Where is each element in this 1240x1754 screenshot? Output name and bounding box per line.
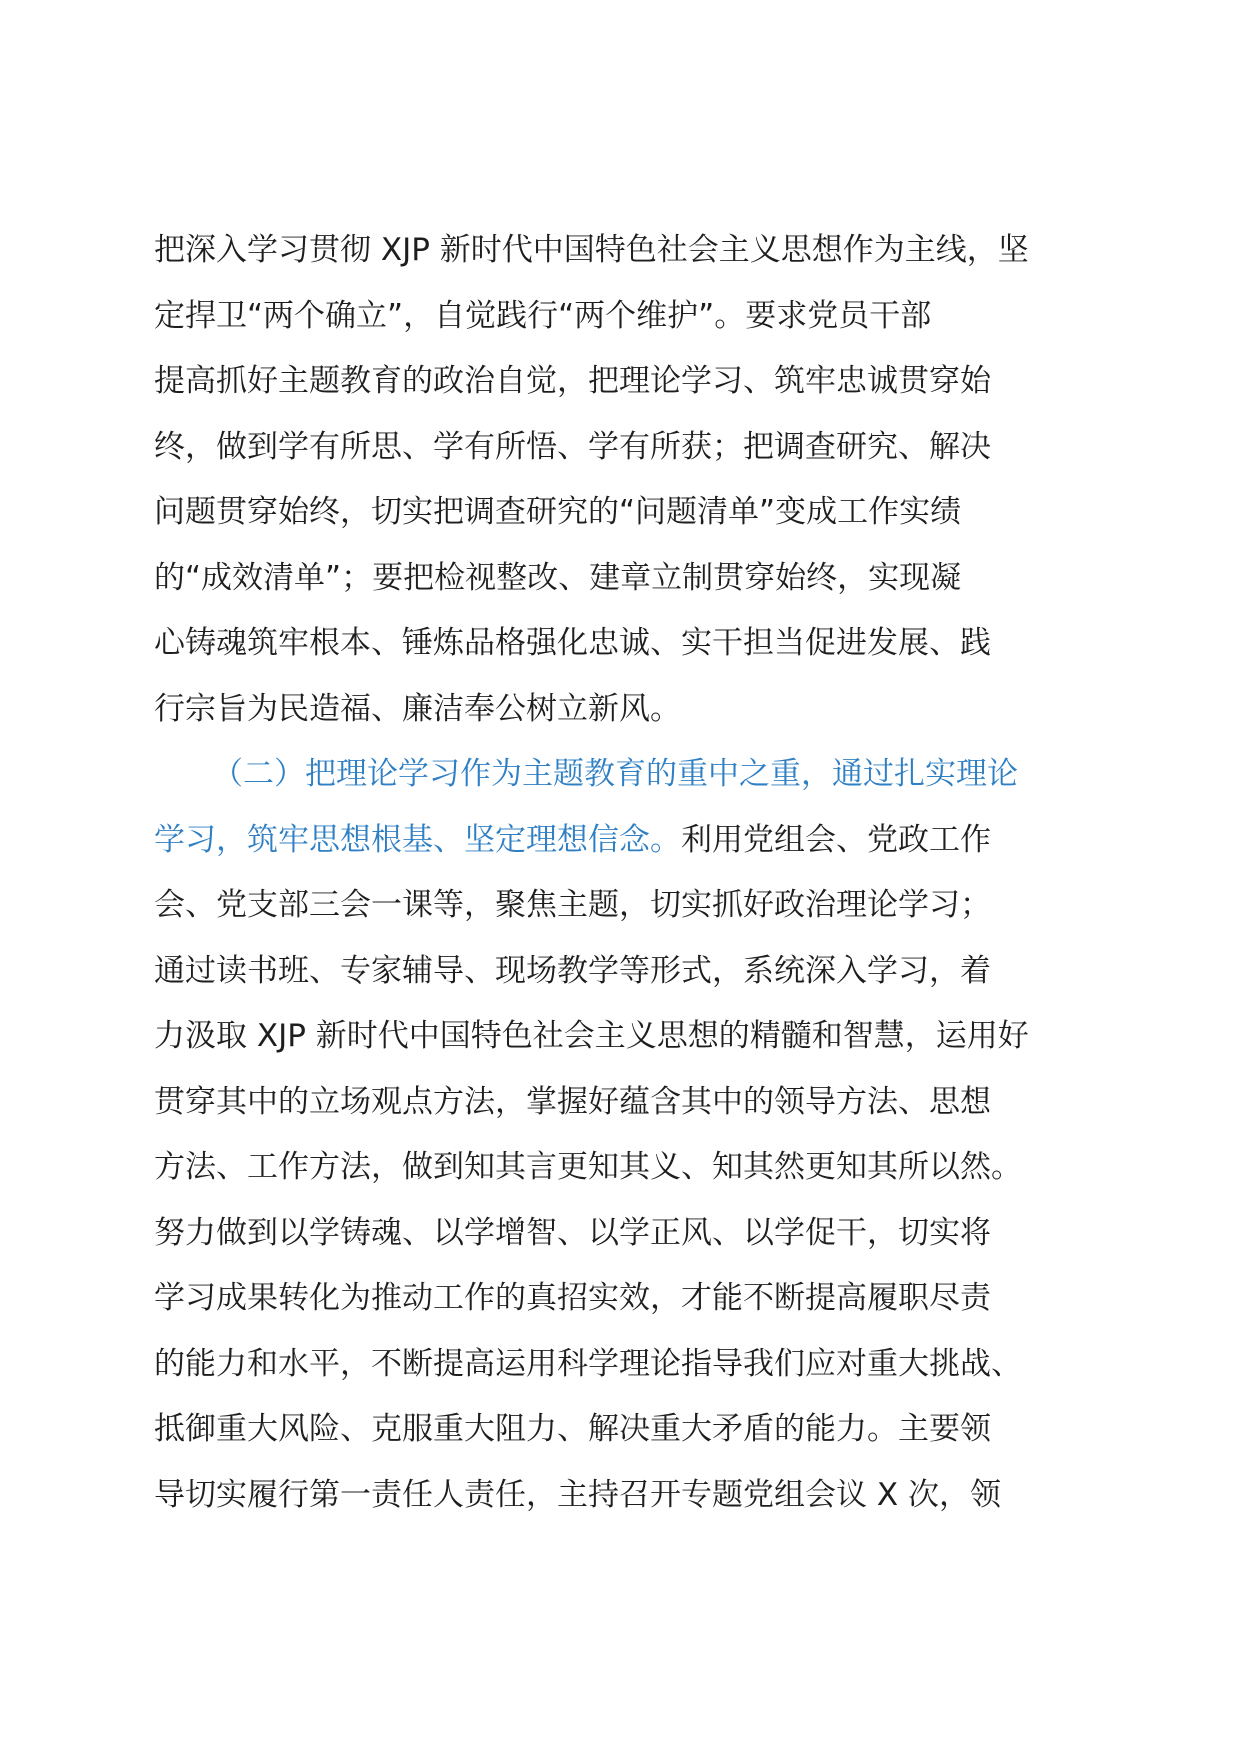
text-run: 的“成效清单”；要把检视整改、建章立制贯穿始终，实现凝: [154, 559, 962, 596]
text-line: [154, 677, 1094, 743]
text-run: 定捍卫“两个确立”，自觉践行“两个维护”。要求党员干部: [154, 297, 932, 334]
text-line: [154, 1070, 1094, 1136]
text-run: 提高抓好主题教育的政治自觉，把理论学习、筑牢忠诚贯穿始: [154, 363, 991, 399]
body-text: [154, 218, 1094, 1528]
text-run: 抵御重大风险、克服重大阻力、解决重大矛盾的能力。主要领: [154, 1411, 991, 1447]
text-line: [154, 546, 1094, 612]
text-run: 把深入学习贯彻 XJP 新时代中国特色社会主义思想作为主线，坚: [154, 232, 1029, 268]
text-line: [154, 1004, 1094, 1070]
section-heading-line: [154, 742, 1094, 808]
text-run: 努力做到以学铸魂、以学增智、以学正风、以学促干，切实将: [154, 1214, 991, 1251]
text-run: 力汲取 XJP 新时代中国特色社会主义思想的精髓和智慧，运用好: [154, 1018, 1029, 1054]
text-run: 贯穿其中的立场观点方法，掌握好蕴含其中的领导方法、思想: [154, 1083, 991, 1120]
text-line: [154, 218, 1094, 284]
text-line: [154, 611, 1094, 677]
text-line: [154, 939, 1094, 1005]
text-line: [154, 1201, 1094, 1267]
text-line: [154, 1463, 1094, 1529]
text-run: 方法、工作方法，做到知其言更知其义、知其然更知其所以然。: [154, 1149, 1022, 1185]
text-line: [154, 415, 1094, 481]
text-line: [154, 808, 1094, 874]
text-line: [154, 480, 1094, 546]
text-line: [154, 349, 1094, 415]
text-run: 导切实履行第一责任人责任，主持召开专题党组会议 X 次，领: [154, 1476, 1001, 1513]
section-heading-run: 学习，筑牢思想根基、坚定理想信念。: [154, 821, 681, 858]
text-run: 问题贯穿始终，切实把调查研究的“问题清单”变成工作实绩: [154, 494, 962, 530]
text-run: 心铸魂筑牢根本、锤炼品格强化忠诚、实干担当促进发展、践: [154, 625, 991, 661]
text-run: 行宗旨为民造福、廉洁奉公树立新风。: [154, 690, 681, 727]
text-line: [154, 1397, 1094, 1463]
text-run: 的能力和水平，不断提高运用科学理论指导我们应对重大挑战、: [154, 1345, 1022, 1382]
text-line: [154, 284, 1094, 350]
text-line: [154, 1135, 1094, 1201]
text-line: [154, 1266, 1094, 1332]
text-run: 学习成果转化为推动工作的真招实效，才能不断提高履职尽责: [154, 1280, 991, 1316]
text-run: 终，做到学有所思、学有所悟、学有所获；把调查研究、解决: [154, 428, 991, 465]
text-run: 通过读书班、专家辅导、现场教学等形式，系统深入学习，着: [154, 952, 991, 989]
text-run: 利用党组会、党政工作: [681, 821, 991, 858]
text-line: [154, 1332, 1094, 1398]
text-run: 会、党支部三会一课等，聚焦主题，切实抓好政治理论学习；: [154, 887, 991, 923]
text-line: [154, 873, 1094, 939]
section-heading-run: （二）把理论学习作为主题教育的重中之重，通过扎实理论: [212, 756, 1018, 792]
